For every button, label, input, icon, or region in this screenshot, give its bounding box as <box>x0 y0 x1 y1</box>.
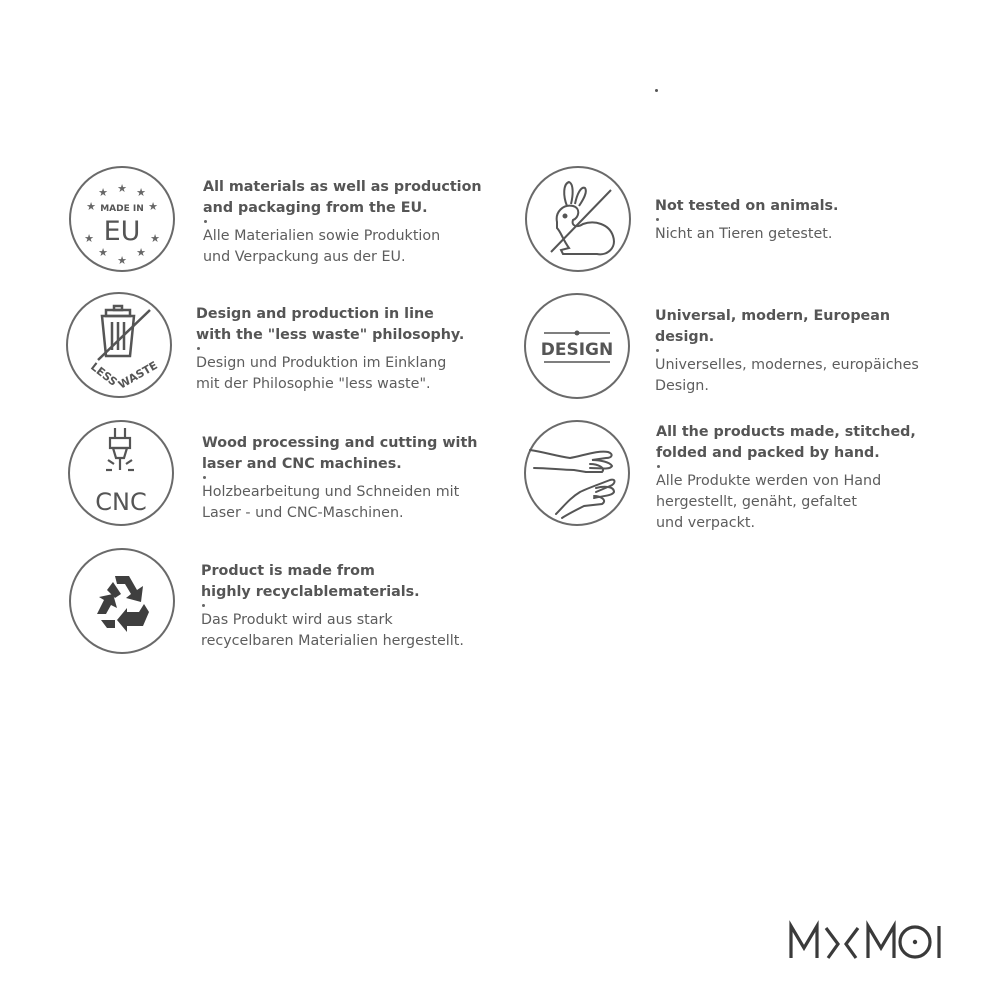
badge-label-waste: WASTE <box>116 358 160 392</box>
recycle-icon <box>69 548 175 654</box>
feature-text-de: Holzbearbeitung und Schneiden mit Laser - und CNC-Maschinen. <box>202 484 460 521</box>
decorative-dot <box>655 89 658 92</box>
svg-text:★: ★ <box>117 254 127 267</box>
feature-title-en: Design and production in line with the "less waste" philosophy. <box>196 306 465 343</box>
separator-dot <box>204 220 207 223</box>
svg-text:★: ★ <box>117 182 127 195</box>
feature-text-de: Alle Materialien sowie Produktion und Verpackung aus der EU. <box>203 228 441 265</box>
feature-title-en: All materials as well as production and packaging from the EU. <box>203 179 482 216</box>
badge-label-design: DESIGN <box>540 340 614 360</box>
made-in-eu-icon <box>69 166 175 272</box>
feature-title-en: All the products made, stitched, folded and packed by hand. <box>656 424 916 461</box>
svg-text:★: ★ <box>136 186 146 199</box>
badge-label-made-in: MADE IN <box>100 204 144 214</box>
feature-title-en: Not tested on animals. <box>655 198 839 214</box>
svg-text:★: ★ <box>86 200 96 213</box>
svg-text:★: ★ <box>148 200 158 213</box>
separator-dot <box>202 604 205 607</box>
separator-dot <box>657 465 660 468</box>
svg-text:★: ★ <box>98 186 108 199</box>
design-icon <box>524 293 630 399</box>
separator-dot <box>656 218 659 221</box>
cnc-laser-icon <box>68 420 174 526</box>
feature-text-de: Das Produkt wird aus stark recycelbaren Materialien hergestellt. <box>201 612 464 649</box>
feature-text-de: Nicht an Tieren getestet. <box>655 226 833 242</box>
hands-icon <box>524 420 630 526</box>
feature-text-de: Design und Produktion im Einklang mit der Philosophie "less waste". <box>196 355 447 392</box>
badge-label-cnc: CNC <box>95 488 147 516</box>
mamoi-logo <box>788 920 943 962</box>
separator-dot <box>203 476 206 479</box>
feature-title-en: Universal, modern, European design. <box>655 308 891 345</box>
svg-text:★: ★ <box>136 246 146 259</box>
svg-text:★: ★ <box>98 246 108 259</box>
badge-label-eu: EU <box>103 216 141 247</box>
svg-text:★: ★ <box>150 232 160 245</box>
less-waste-trash-icon <box>66 292 172 398</box>
no-animal-testing-rabbit-icon <box>525 166 631 272</box>
separator-dot <box>656 349 659 352</box>
separator-dot <box>197 347 200 350</box>
feature-title-en: Wood processing and cutting with laser and CNC machines. <box>202 435 478 472</box>
feature-text-de: Universelles, modernes, europäiches Design. <box>655 357 919 394</box>
feature-text-de: Alle Produkte werden von Hand hergestellt, genäht, gefaltet und verpackt. <box>656 473 882 531</box>
feature-title-en: Product is made from highly recyclablematerials. <box>201 563 420 600</box>
svg-text:★: ★ <box>84 232 94 245</box>
badge-label-less: LESS <box>88 360 120 389</box>
